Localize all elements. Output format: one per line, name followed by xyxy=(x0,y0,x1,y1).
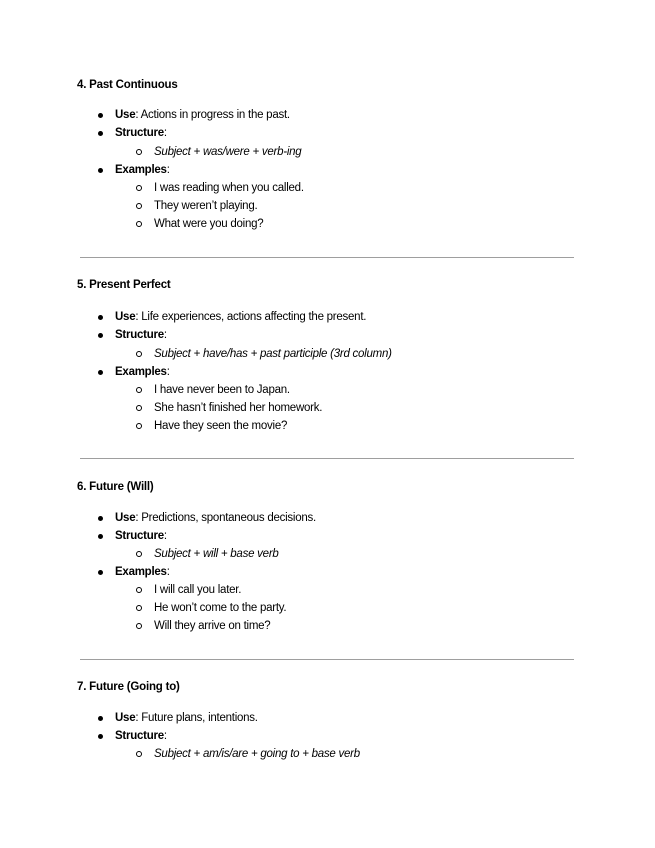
use-text: : Predictions, spontaneous decisions. xyxy=(135,512,316,524)
circle-bullet-icon xyxy=(136,387,142,393)
circle-bullet-icon xyxy=(136,405,142,411)
use-line xyxy=(115,711,258,725)
section-divider xyxy=(80,257,574,258)
circle-bullet-icon xyxy=(136,751,142,757)
examples-label: Examples xyxy=(115,366,167,378)
section-heading: 6. Future (Will) xyxy=(77,481,154,493)
structure-line xyxy=(115,529,167,543)
structure-colon: : xyxy=(163,530,167,542)
structure-label: Structure xyxy=(115,329,164,341)
use-text: : Actions in progress in the past. xyxy=(135,109,290,121)
example-item: I was reading when you called. xyxy=(154,182,304,194)
example-item: Have they seen the movie? xyxy=(154,420,288,432)
section-divider xyxy=(80,458,574,459)
structure-line xyxy=(115,328,167,342)
structure-label: Structure xyxy=(115,127,164,139)
examples-label: Examples xyxy=(115,164,167,176)
bullet-icon xyxy=(98,113,103,118)
structure-formula: Subject + will + base verb xyxy=(154,548,279,560)
examples-line xyxy=(115,365,170,379)
circle-bullet-icon xyxy=(136,423,142,429)
example-item: He won’t come to the party. xyxy=(154,602,287,614)
bullet-icon xyxy=(98,315,103,320)
use-label: Use xyxy=(115,311,136,323)
circle-bullet-icon xyxy=(136,203,142,209)
examples-label: Examples xyxy=(115,566,167,578)
use-line xyxy=(115,108,290,122)
examples-line xyxy=(115,163,170,177)
structure-colon: : xyxy=(163,730,167,742)
bullet-icon xyxy=(98,168,103,173)
bullet-icon xyxy=(98,716,103,721)
use-label: Use xyxy=(115,512,136,524)
structure-formula: Subject + was/were + verb-ing xyxy=(154,146,302,158)
circle-bullet-icon xyxy=(136,149,142,155)
use-text: : Future plans, intentions. xyxy=(135,712,258,724)
section-heading: 4. Past Continuous xyxy=(77,79,178,91)
structure-line xyxy=(115,126,167,140)
bullet-icon xyxy=(98,534,103,539)
circle-bullet-icon xyxy=(136,185,142,191)
section-heading: 7. Future (Going to) xyxy=(77,681,180,693)
use-text: : Life experiences, actions affecting the present. xyxy=(135,311,367,323)
bullet-icon xyxy=(98,370,103,375)
use-label: Use xyxy=(115,712,136,724)
section-heading: 5. Present Perfect xyxy=(77,279,171,291)
examples-colon: : xyxy=(166,164,170,176)
bullet-icon xyxy=(98,516,103,521)
examples-line xyxy=(115,565,170,579)
example-item: Will they arrive on time? xyxy=(154,620,271,632)
structure-label: Structure xyxy=(115,730,164,742)
use-line xyxy=(115,310,366,324)
examples-colon: : xyxy=(166,366,170,378)
circle-bullet-icon xyxy=(136,551,142,557)
structure-formula: Subject + have/has + past participle (3rd column) xyxy=(154,348,392,360)
section-divider xyxy=(80,659,574,660)
circle-bullet-icon xyxy=(136,221,142,227)
circle-bullet-icon xyxy=(136,587,142,593)
example-item: I will call you later. xyxy=(154,584,242,596)
structure-line xyxy=(115,729,167,743)
use-line xyxy=(115,511,316,525)
bullet-icon xyxy=(98,333,103,338)
bullet-icon xyxy=(98,734,103,739)
structure-colon: : xyxy=(163,127,167,139)
example-item: What were you doing? xyxy=(154,218,264,230)
circle-bullet-icon xyxy=(136,623,142,629)
example-item: I have never been to Japan. xyxy=(154,384,290,396)
structure-formula: Subject + am/is/are + going to + base verb xyxy=(154,748,360,760)
circle-bullet-icon xyxy=(136,605,142,611)
example-item: She hasn’t finished her homework. xyxy=(154,402,323,414)
examples-colon: : xyxy=(166,566,170,578)
bullet-icon xyxy=(98,131,103,136)
circle-bullet-icon xyxy=(136,351,142,357)
use-label: Use xyxy=(115,109,136,121)
structure-label: Structure xyxy=(115,530,164,542)
bullet-icon xyxy=(98,570,103,575)
structure-colon: : xyxy=(163,329,167,341)
example-item: They weren’t playing. xyxy=(154,200,258,212)
